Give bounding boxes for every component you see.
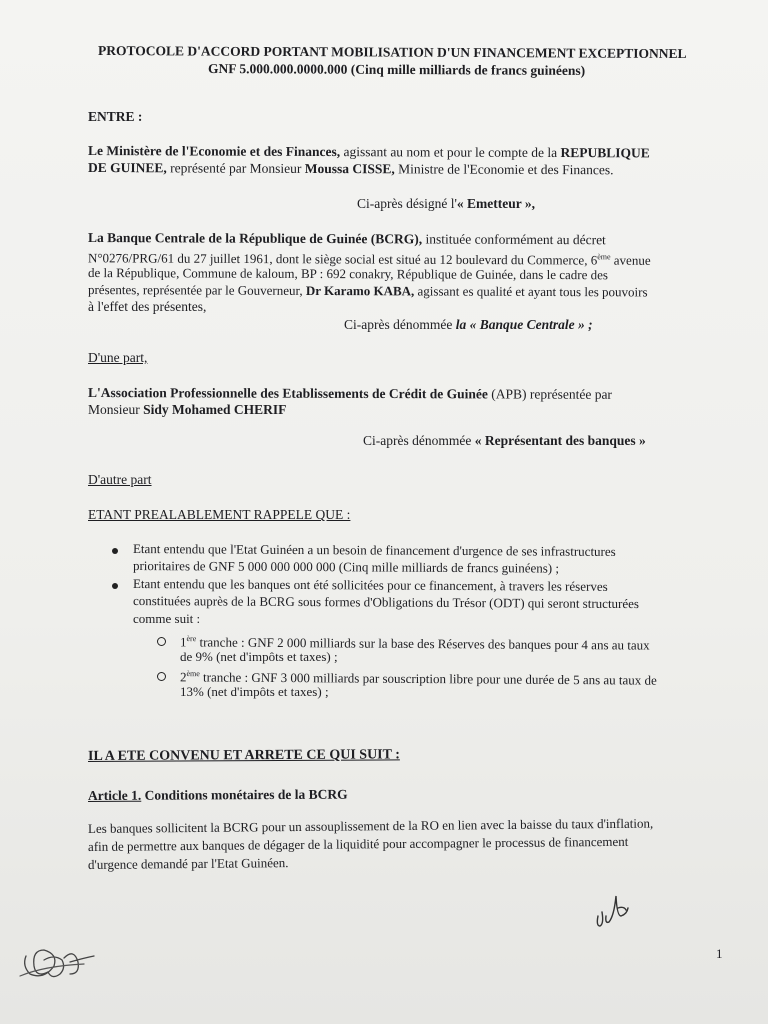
autre-part: D'autre part [88, 472, 152, 487]
party3-rep: Sidy Mohamed CHERIF [143, 402, 287, 417]
document-title-line2: GNF 5.000.000.0000.000 (Cinq mille milliards de francs guinéens) [207, 61, 586, 78]
party2-line2a: N°0276/PRG/61 du 27 juillet 1961, dont le siège social est situé au 12 boulevard du Commerce, 6 [87, 250, 598, 268]
party2-line5: à l'effet des présentes, [88, 299, 207, 314]
party2-line3: de la République, Commune de kaloum, BP : 692 conakry, République de Guinée, dans le cadre des [87, 265, 609, 283]
party3-designation-value: « Représentant des banques » [474, 433, 646, 448]
party3-name: L'Association Professionnelle des Etablissements de Crédit de Guinée [87, 385, 488, 402]
party2-line4a: présentes, représentée par le Gouverneur, [87, 282, 306, 298]
bullet2-line3: comme suit : [133, 611, 201, 626]
page-number: 1 [716, 946, 723, 961]
article1-line1: Les banques sollicitent la BCRG pour un assouplissement de la RO en lien avec la baisse du taux d'inflation, [87, 815, 654, 836]
tranche2-line2: 13% (net d'impôts et taxes) ; [180, 684, 329, 699]
article1-label: Article 1. [87, 787, 142, 803]
rappele-heading: ETANT PREALABLEMENT RAPPELE QUE : [88, 507, 351, 522]
party2-line2-sup: ème [597, 252, 611, 262]
initials-left [14, 936, 104, 986]
party1-designation-value: « Emetteur », [456, 196, 536, 211]
tranche1-num: 1 [179, 634, 187, 650]
convenu-heading: IL A ETE CONVENU ET ARRETE CE QUI SUIT : [87, 747, 400, 764]
article1-line2: afin de permettre aux banques de dégager de la liquidité pour accompagner le processus de financement [87, 833, 629, 854]
party3-text2: Monsieur [88, 402, 144, 417]
entre-heading: ENTRE : [88, 109, 143, 124]
party3-text1: (APB) représentée par [487, 386, 612, 402]
party1-country1: REPUBLIQUE [560, 145, 650, 161]
article1-line3: d'urgence demandé par l'Etat Guinéen. [87, 855, 289, 872]
party1-rep: Moussa CISSE, [304, 160, 395, 177]
tranche2-sup: ème [186, 669, 200, 679]
party2-designation-value: la « Banque Centrale » ; [455, 317, 593, 332]
party3-designation-prefix: Ci-après dénommée [363, 433, 475, 448]
bullet2-line1: Etant entendu que les banques ont été sollicitées pour ce financement, à travers les réserves [132, 576, 608, 594]
party1-text3: Ministre de l'Economie et des Finances. [394, 161, 614, 178]
article1-heading [88, 786, 348, 804]
bullet2-line2: constituées auprès de la BCRG sous formes d'Obligations du Trésor (ODT) qui seront structurées [132, 593, 640, 612]
tranche1-sup: ère [186, 634, 197, 644]
bullet1-line1: Etant entendu que l'Etat Guinéen a un besoin de financement d'urgence de ses infrastructures [132, 541, 616, 559]
party2-designation-prefix: Ci-après dénommée [344, 317, 456, 332]
sub-bullet-circle [157, 637, 166, 646]
bullet-dot [112, 548, 118, 554]
party1-country2: DE GUINEE, [87, 160, 167, 176]
party1-text2: représenté par Monsieur [166, 160, 305, 176]
party3-line2 [88, 401, 286, 418]
sub-bullet-circle [157, 672, 166, 681]
party2-line4-rep: Dr Karamo KABA, [305, 282, 415, 299]
party2-line2b: avenue [610, 252, 651, 268]
document-title-line1: PROTOCOLE D'ACCORD PORTANT MOBILISATION D'UN FINANCEMENT EXCEPTIONNEL [97, 43, 687, 62]
party1-designation-prefix: Ci-après désigné l' [357, 196, 457, 211]
party1-text1: agissant au nom et pour le compte de la [340, 144, 561, 161]
initials-right [590, 886, 640, 936]
party2-name: La Banque Centrale de la République de Guinée (BCRG), [87, 230, 423, 247]
bullet1-line2: prioritaires de GNF 5 000 000 000 000 (Cinq mille milliards de francs guinéens) ; [132, 558, 560, 576]
party1-designation [357, 195, 535, 212]
tranche1-line2: de 9% (net d'impôts et taxes) ; [180, 649, 338, 664]
party2-line4b: agissant es qualité et ayant tous les pouvoirs [414, 283, 648, 300]
tranche2-num: 2 [179, 669, 187, 685]
party2-text1: instituée conformément au décret [422, 231, 606, 248]
tranche1-text: tranche : GNF 2 000 milliards sur la base des Réserves des banques pour 4 ans au taux [196, 634, 650, 653]
party1-name: Le Ministère de l'Economie et des Finances, [87, 143, 341, 160]
party1-line2 [88, 159, 614, 178]
une-part: D'une part, [88, 350, 148, 365]
party3-line1 [88, 384, 612, 403]
tranche2-text: tranche : GNF 3 000 milliards par souscription libre pour une durée de 5 ans au taux de [199, 669, 657, 688]
bullet-dot [112, 583, 118, 589]
article1-title: Conditions monétaires de la BCRG [141, 786, 348, 803]
party2-designation [344, 316, 593, 333]
party3-designation [363, 432, 646, 449]
